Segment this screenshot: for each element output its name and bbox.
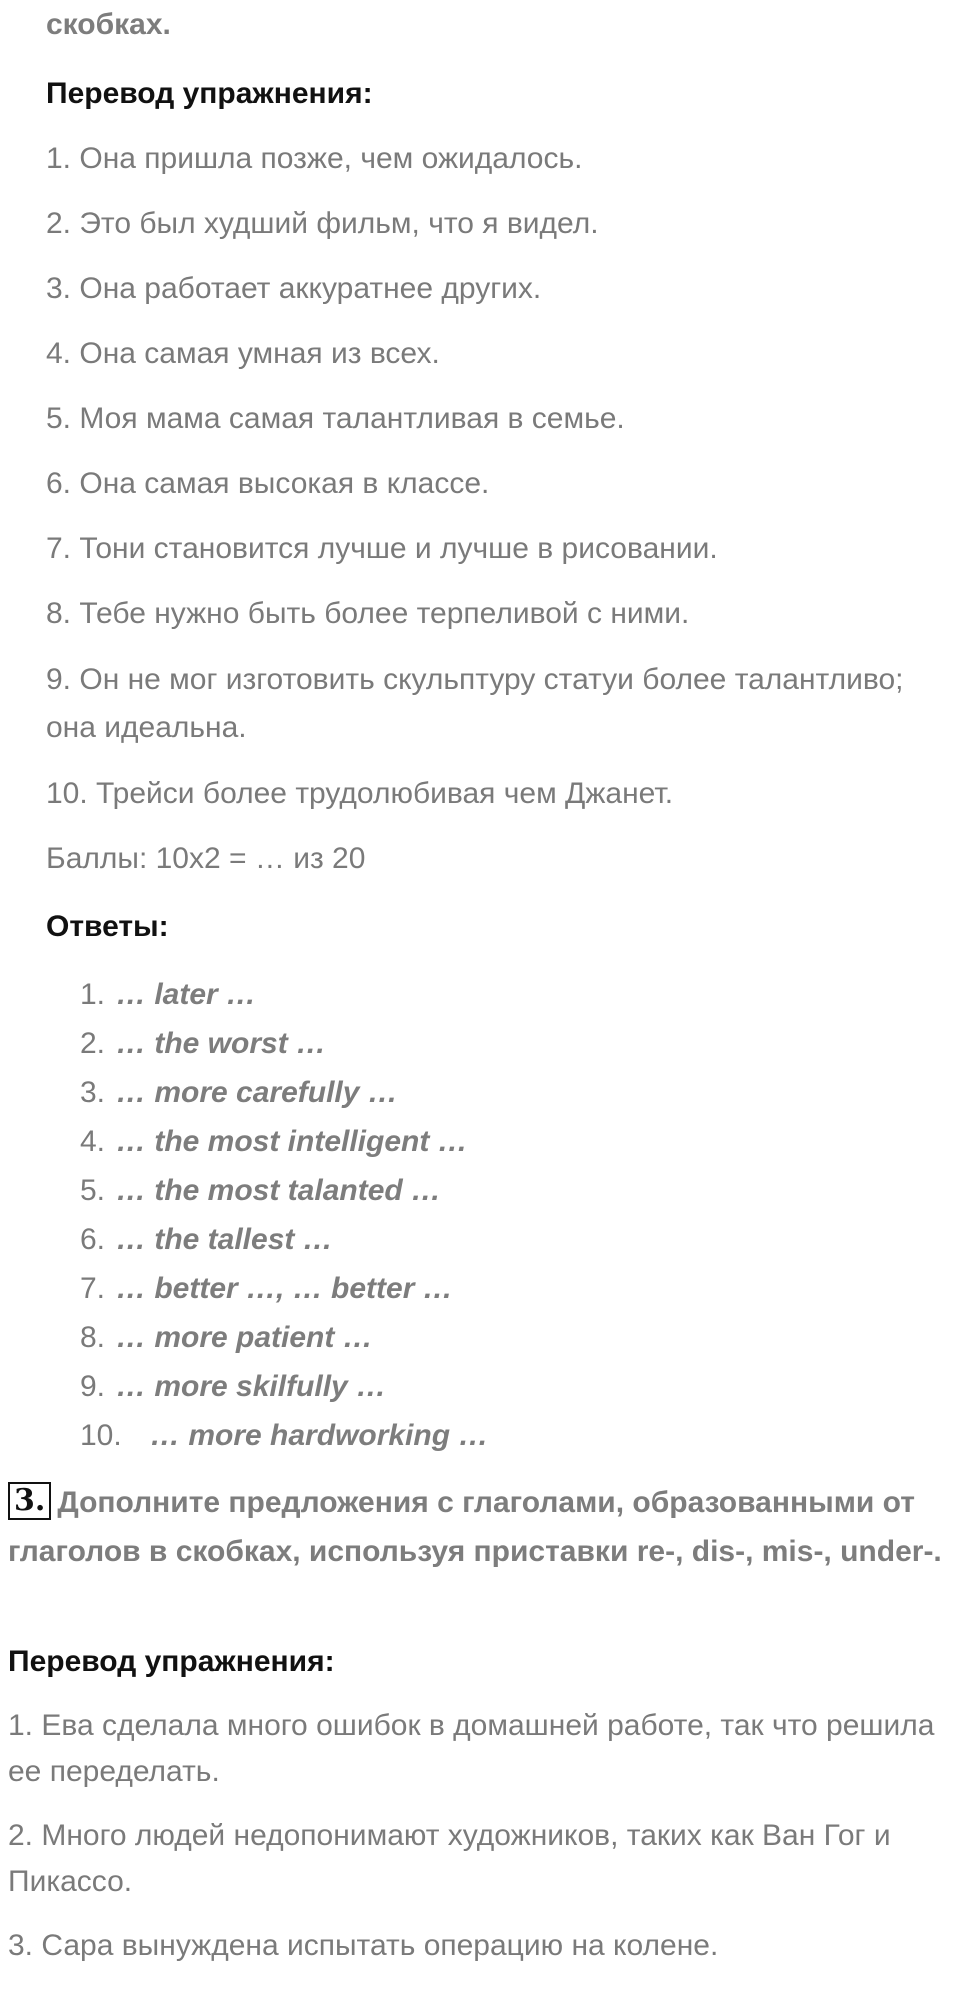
answer-number: 9. xyxy=(80,1370,106,1403)
translation-item: 3. Сара вынуждена испытать операцию на колене. xyxy=(8,1929,719,1962)
translation-item: 1. Она пришла позже, чем ожидалось. xyxy=(46,142,583,175)
translation-item: 6. Она самая высокая в классе. xyxy=(46,467,490,500)
answer-item xyxy=(80,1313,488,1362)
answer-number: 8. xyxy=(80,1321,106,1354)
answer-text: … the worst … xyxy=(116,1027,327,1060)
translation-list-3 xyxy=(8,1703,948,1987)
translation-item: 2. Много людей недопонимают художников, таких как Ван Гог и Пикассо. xyxy=(8,1819,891,1898)
translation-item: 7. Тони становится лучше и лучше в рисовании. xyxy=(46,532,718,565)
translation-list xyxy=(46,136,926,901)
answer-text: … more skilfully … xyxy=(116,1370,387,1403)
answer-item xyxy=(80,1362,488,1411)
exercise-number-badge: 3. xyxy=(8,1482,51,1520)
answer-text: … more carefully … xyxy=(116,1076,398,1109)
translation-item: 10. Трейси более трудолюбивая чем Джанет. xyxy=(46,777,674,810)
answer-text: … the most talanted … xyxy=(116,1174,442,1207)
answer-text: … the tallest … xyxy=(116,1223,333,1256)
answer-number: 6. xyxy=(80,1223,106,1256)
previous-instruction-fragment: скобках. xyxy=(46,8,171,41)
answer-text: … more patient … xyxy=(116,1321,373,1354)
translation-item: 1. Ева сделала много ошибок в домашней работе, так что решила ее переделать. xyxy=(8,1709,935,1788)
answer-number: 2. xyxy=(80,1027,106,1060)
answer-number: 7. xyxy=(80,1272,106,1305)
answer-text: … the most intelligent … xyxy=(116,1125,468,1158)
answer-item xyxy=(80,1117,488,1166)
answer-number: 3. xyxy=(80,1076,106,1109)
answer-item xyxy=(80,1215,488,1264)
exercise-3-instruction-block xyxy=(8,1478,948,1576)
translation-item: 2. Это был худший фильм, что я видел. xyxy=(46,207,599,240)
exercise-3-instruction: Дополните предложения с глаголами, образованными от глаголов в скобках, используя приставки re-, dis-, mis-, under-. xyxy=(8,1486,942,1568)
answer-number: 5. xyxy=(80,1174,106,1207)
translation-item: 4. Она самая умная из всех. xyxy=(46,337,440,370)
answers-list xyxy=(80,970,488,1460)
translation-heading: Перевод упражнения: xyxy=(46,77,373,110)
score-line: Баллы: 10x2 = … из 20 xyxy=(46,842,366,875)
answer-item xyxy=(80,1264,488,1313)
answer-item xyxy=(80,970,488,1019)
translation-item: 3. Она работает аккуратнее других. xyxy=(46,272,542,305)
answer-number: 1. xyxy=(80,978,106,1011)
answer-number: 4. xyxy=(80,1125,106,1158)
translation-item: 8. Тебе нужно быть более терпеливой с ними. xyxy=(46,597,690,630)
answer-item xyxy=(80,1068,488,1117)
translation-item: 9. Он не мог изготовить скульптуру статуи более талантливо; она идеальна. xyxy=(46,663,904,744)
answer-item xyxy=(80,1411,488,1460)
answer-item xyxy=(80,1019,488,1068)
answer-item xyxy=(80,1166,488,1215)
answer-text: … later … xyxy=(116,978,257,1011)
translation-item: 5. Моя мама самая талантливая в семье. xyxy=(46,402,625,435)
answer-number: 10. xyxy=(80,1419,122,1452)
answer-text: … better …, … better … xyxy=(116,1272,453,1305)
answer-text: … more hardworking … xyxy=(150,1419,489,1452)
answers-heading: Ответы: xyxy=(46,910,169,943)
translation-heading-3: Перевод упражнения: xyxy=(8,1645,335,1678)
